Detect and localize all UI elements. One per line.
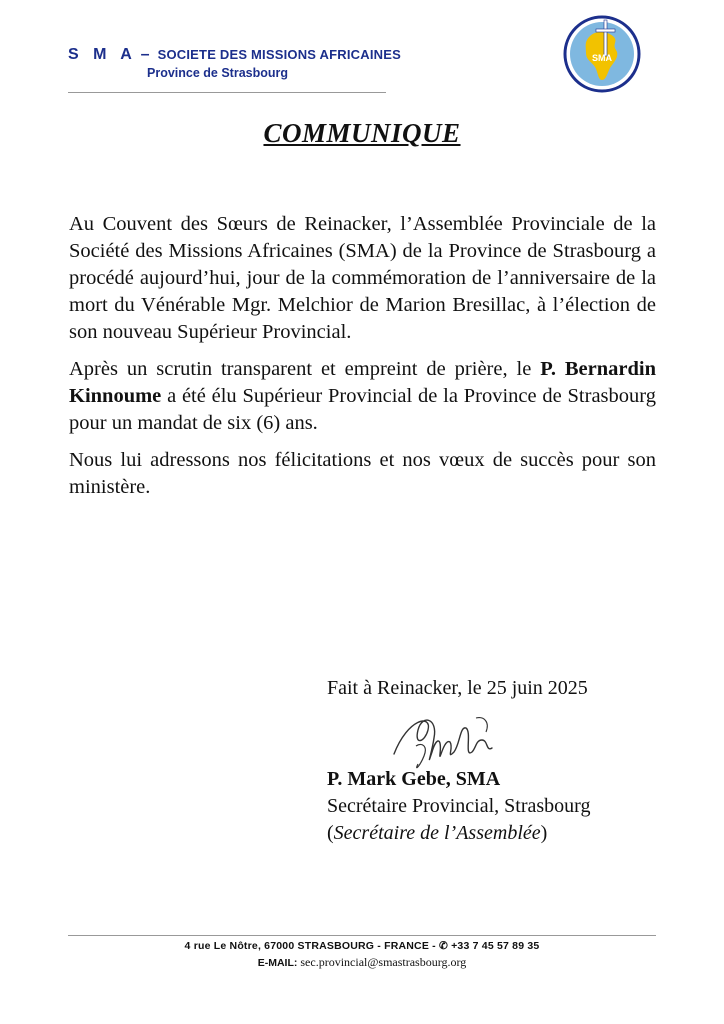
footer-divider (68, 935, 656, 936)
paragraph-result-after: a été élu Supérieur Provincial de la Province de Strasbourg pour un mandat de six (6) ans. (69, 385, 656, 434)
signer-name: P. Mark Gebe, SMA (327, 768, 501, 790)
paragraph-result (69, 356, 656, 437)
communique-body (69, 211, 656, 511)
signer-role-open: ( (327, 822, 334, 844)
signer-role: Secrétaire de l’Assemblée (333, 822, 541, 844)
email-address[interactable]: sec.provincial@smastrasbourg.org (300, 955, 467, 969)
signer-block (327, 766, 657, 847)
letterhead (68, 46, 401, 80)
paragraph-election: Au Couvent des Sœurs de Reinacker, l’Assemblée Provinciale de la Société des Missions Africaines (SMA) de la Province de Strasbourg a procédé aujourd’hui, jour de la commémoration de l’anniversaire de la mort du Vénérable Mgr. Melchior de Marion Bresillac, à l’élection de son nouveau Supérieur Provincial. (69, 213, 656, 343)
letterhead-org-line (68, 46, 401, 64)
footer (0, 940, 724, 970)
footer-email-line (0, 955, 724, 970)
org-abbreviation: S M A (68, 46, 137, 63)
province-name: Province de Strasbourg (147, 66, 289, 80)
elected-name: P. Bernardin Kinnoume (69, 358, 656, 407)
signer-role-close: ) (540, 822, 548, 844)
signer-title: Secrétaire Provincial, Strasbourg (327, 795, 591, 817)
svg-text:SMA: SMA (592, 53, 612, 63)
signer-role-line (327, 820, 657, 847)
footer-address: 4 rue Le Nôtre, 67000 STRASBOURG - FRANCE - ✆ +33 7 45 57 89 35 (184, 940, 540, 952)
sma-logo (562, 14, 642, 94)
page-title: COMMUNIQUE (263, 118, 461, 148)
org-dash: – (140, 46, 150, 63)
org-name: SOCIETE DES MISSIONS AFRICAINES (157, 47, 401, 62)
paragraph-result-before: Après un scrutin transparent et empreint de prière, le (69, 358, 541, 380)
email-label: E-MAIL: (257, 957, 298, 969)
place-date: Fait à Reinacker, le 25 juin 2025 (327, 677, 588, 699)
paragraph-congratulations: Nous lui adressons nos félicitations et nos vœux de succès pour son ministère. (69, 449, 656, 498)
closing-block (327, 677, 657, 700)
header-divider (68, 92, 386, 93)
